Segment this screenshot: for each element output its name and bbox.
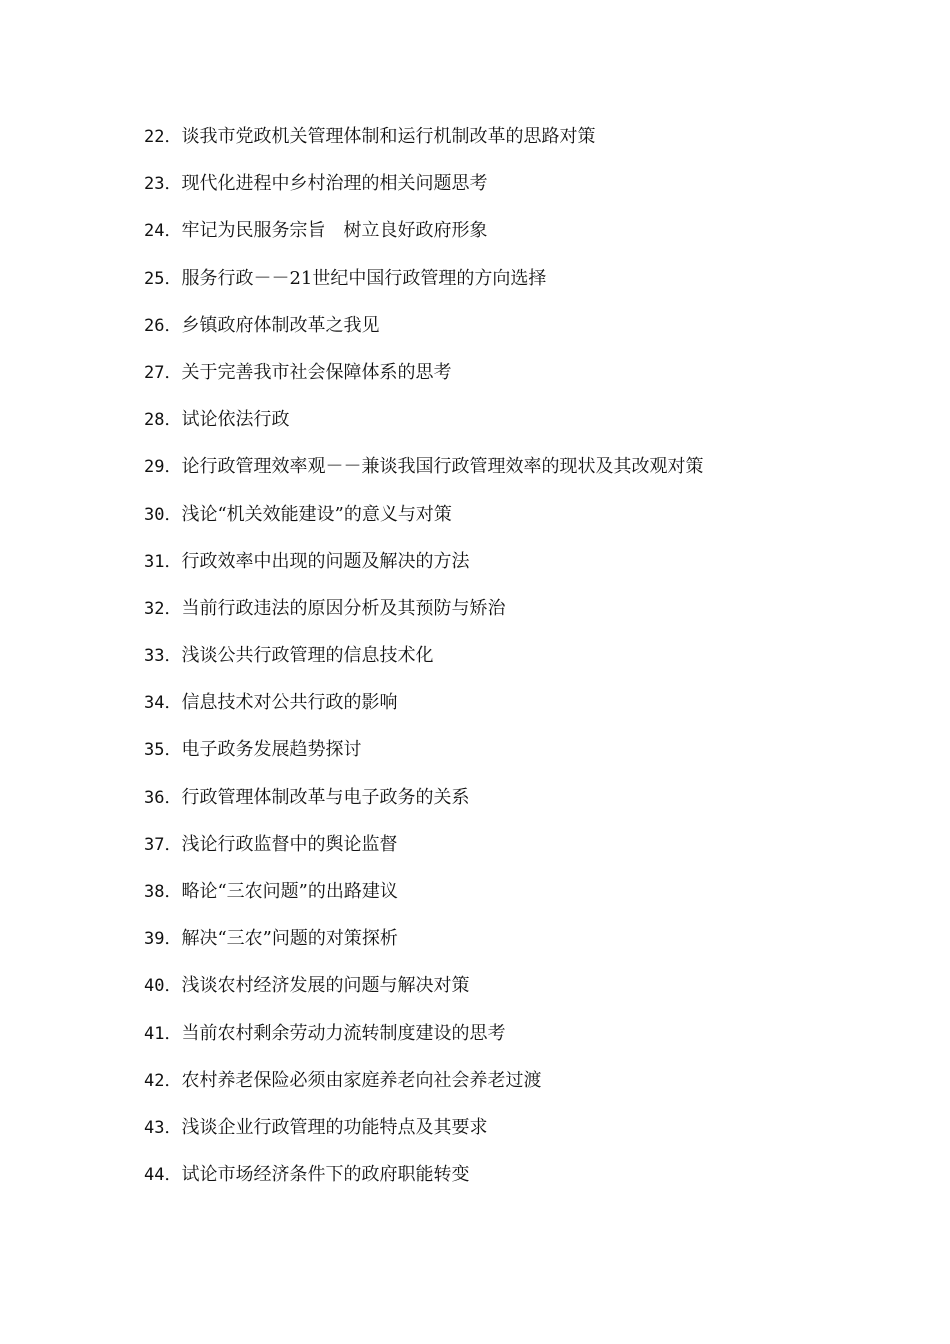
item-title: 试论市场经济条件下的政府职能转变 (181, 1164, 470, 1186)
item-title: 解决“三农”问题的对策探析 (181, 928, 398, 950)
item-number: 22． (144, 127, 182, 147)
list-item (144, 216, 703, 263)
list-item (144, 1019, 703, 1066)
item-title: 当前农村剩余劳动力流转制度建设的思考 (181, 1022, 506, 1044)
list-item (144, 500, 703, 547)
item-title: 论行政管理效率观－－兼谈我国行政管理效率的现状及其改观对策 (181, 456, 704, 478)
item-title: 浅谈公共行政管理的信息技术化 (181, 645, 434, 667)
item-title: 浅论行政监督中的舆论监督 (181, 833, 398, 855)
list-item (144, 594, 703, 641)
list-item (144, 358, 703, 405)
item-number: 36． (144, 787, 182, 808)
list-item (144, 405, 703, 452)
topic-list (144, 122, 703, 1207)
list-item (144, 735, 703, 782)
item-number: 24． (144, 221, 182, 242)
item-number: 27． (144, 362, 182, 383)
item-title: 当前行政违法的原因分析及其预防与矫治 (181, 597, 506, 619)
item-title: 电子政务发展趋势探讨 (181, 739, 362, 761)
list-item (144, 783, 703, 830)
item-number: 33． (144, 646, 182, 667)
list-item (144, 1066, 703, 1113)
list-item (144, 1160, 703, 1207)
item-number: 40． (144, 976, 182, 997)
item-number: 37． (144, 834, 182, 855)
item-number: 35． (144, 740, 182, 761)
item-number: 30． (144, 504, 182, 525)
list-item (144, 971, 703, 1018)
item-number: 42． (144, 1070, 182, 1091)
item-number: 41． (144, 1023, 182, 1044)
item-title: 行政管理体制改革与电子政务的关系 (181, 786, 470, 808)
item-number: 31． (144, 551, 182, 572)
list-item (144, 830, 703, 877)
list-item (144, 169, 703, 216)
item-number: 39． (144, 929, 182, 950)
list-item (144, 924, 703, 971)
item-number: 26． (144, 315, 182, 336)
item-number: 38． (144, 882, 182, 902)
item-title: 浅论“机关效能建设”的意义与对策 (181, 503, 452, 525)
item-number: 28． (144, 410, 182, 431)
list-item (144, 1113, 703, 1160)
item-title: 浅谈农村经济发展的问题与解决对策 (181, 975, 470, 997)
list-item (144, 452, 703, 499)
item-title: 关于完善我市社会保障体系的思考 (181, 361, 452, 383)
item-title: 现代化进程中乡村治理的相关问题思考 (181, 173, 488, 195)
list-item (144, 688, 703, 735)
list-item (144, 547, 703, 594)
item-title: 乡镇政府体制改革之我见 (181, 314, 380, 336)
item-title: 牢记为民服务宗旨 树立良好政府形象 (181, 220, 488, 242)
item-title: 服务行政－－21世纪中国行政管理的方向选择 (181, 267, 547, 289)
list-item (144, 122, 703, 169)
item-title: 浅谈企业行政管理的功能特点及其要求 (181, 1116, 488, 1138)
item-number: 23． (144, 174, 182, 195)
item-title: 略论“三农问题”的出路建议 (181, 881, 398, 902)
list-item (144, 641, 703, 688)
item-number: 25． (144, 268, 182, 289)
list-item (144, 264, 703, 311)
item-number: 29． (144, 457, 182, 478)
list-item (144, 877, 703, 924)
item-number: 44． (144, 1165, 182, 1186)
item-title: 信息技术对公共行政的影响 (181, 692, 398, 714)
item-title: 行政效率中出现的问题及解决的方法 (181, 550, 470, 572)
item-number: 43． (144, 1117, 182, 1138)
item-title: 试论依法行政 (181, 409, 290, 431)
item-title: 谈我市党政机关管理体制和运行机制改革的思路对策 (181, 126, 596, 147)
item-number: 32． (144, 598, 182, 619)
item-number: 34． (144, 693, 182, 714)
list-item (144, 311, 703, 358)
item-title: 农村养老保险必须由家庭养老向社会养老过渡 (181, 1069, 542, 1091)
